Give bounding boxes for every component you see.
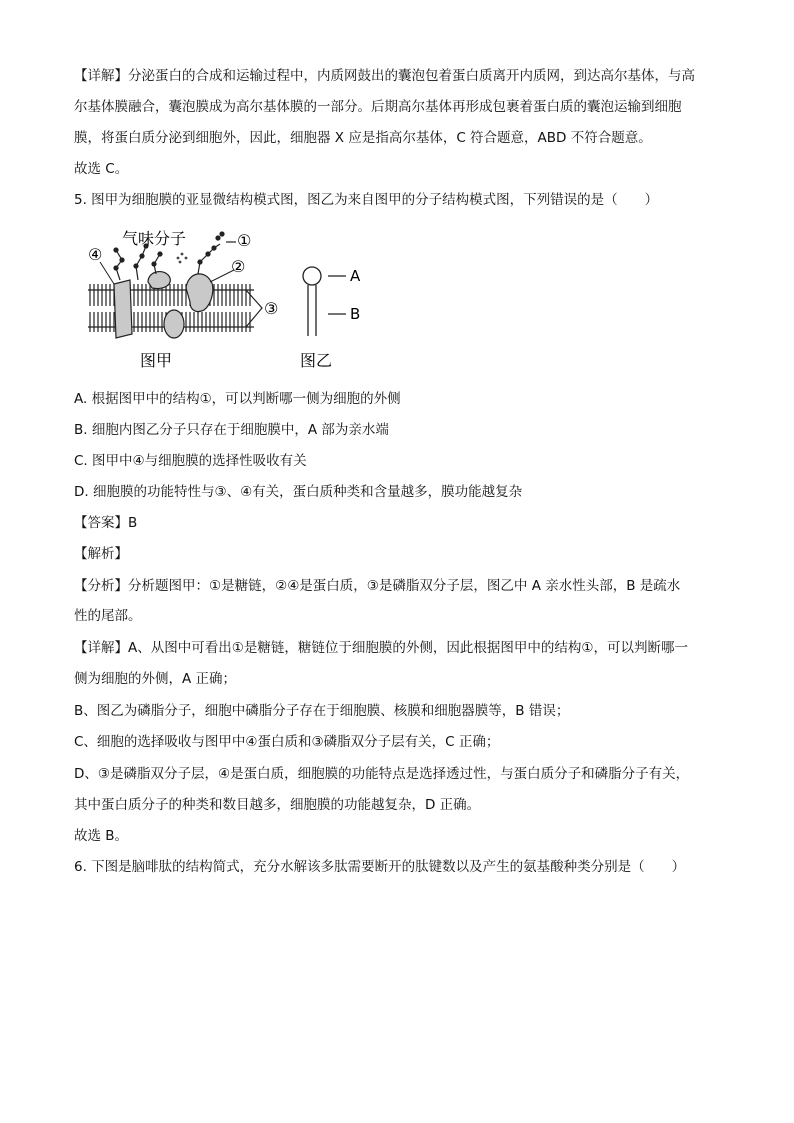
q5-analysis-line-1: 【分析】分析题图甲：①是糖链，②④是蛋白质，③是磷脂双分子层，图乙中 A 亲水性头部，B 是疏水 <box>74 578 681 594</box>
q5-detail-line-1: 【详解】A、从图中可看出①是糖链，糖链位于细胞膜的外侧，因此根据图甲中的结构①，可以判断哪一 <box>74 640 688 656</box>
q5-question: 5. 图甲为细胞膜的亚显微结构模式图，图乙为来自图甲的分子结构模式图，下列错误的是（ ） <box>74 192 659 208</box>
q5-option-d: D. 细胞膜的功能特性与③、④有关，蛋白质种类和含量越多，膜功能越复杂 <box>74 484 523 500</box>
caption-figure-jia: 图甲 <box>140 351 173 370</box>
odor-molecule-dots <box>177 253 188 264</box>
label-mark-4: ④ <box>88 245 103 264</box>
bilayer-pointer <box>246 290 262 327</box>
q5-answer-line: 故选 B。 <box>74 828 129 844</box>
q5-detail-line-3: B、图乙为磷脂分子，细胞中磷脂分子存在于细胞膜、核膜和细胞器膜等，B 错误； <box>74 703 570 719</box>
label-mark-2: ② <box>231 257 246 276</box>
q5-detail-line-2: 侧为细胞的外侧，A 正确； <box>74 671 237 687</box>
q4-detail-line-2: 尔基体膜融合，囊泡膜成为高尔基体膜的一部分。后期高尔基体再形成包裹着蛋白质的囊泡运输到细胞 <box>74 99 682 115</box>
q5-detail-line-4: C、细胞的选择吸收与图甲中④蛋白质和③磷脂双分子层有关，C 正确； <box>74 734 500 750</box>
label-b: B <box>350 305 361 323</box>
label-a: A <box>350 267 361 285</box>
q5-analysis-label: 【解析】 <box>74 546 128 562</box>
odor-molecule-label: 气味分子 <box>122 229 187 248</box>
protein-4 <box>114 280 132 338</box>
q5-option-a: A. 根据图甲中的结构①，可以判断哪一侧为细胞的外侧 <box>74 391 401 407</box>
q5-answer-label: 【答案】B <box>74 515 138 531</box>
q5-option-c: C. 图甲中④与细胞膜的选择性吸收有关 <box>74 453 307 469</box>
q5-analysis-line-2: 性的尾部。 <box>74 608 142 624</box>
q5-detail-line-6: 其中蛋白质分子的种类和数目越多，细胞膜的功能越复杂，D 正确。 <box>74 797 481 813</box>
q4-answer-line: 故选 C。 <box>74 161 129 177</box>
q5-option-b: B. 细胞内图乙分子只存在于细胞膜中，A 部为亲水端 <box>74 422 389 438</box>
protein-bottom <box>164 310 184 338</box>
q4-detail-line-3: 膜，将蛋白质分泌到细胞外，因此，细胞器 X 应是指高尔基体，C 符合题意，ABD 不符合题意。 <box>74 130 652 146</box>
q4-detail-line-1: 【详解】分泌蛋白的合成和运输过程中，内质网鼓出的囊泡包着蛋白质离开内质网，到达高尔基体，与高 <box>74 68 695 84</box>
protein-2 <box>186 274 213 312</box>
q5-detail-line-5: D、③是磷脂双分子层，④是蛋白质，细胞膜的功能特点是选择透过性，与蛋白质分子和磷脂分子有关， <box>74 766 690 782</box>
protein-small <box>148 272 170 289</box>
label-mark-3: ③ <box>264 299 279 318</box>
caption-figure-yi: 图乙 <box>300 351 333 370</box>
phospholipid-molecule <box>303 267 346 336</box>
label-mark-1: ① <box>237 231 252 250</box>
membrane-figure <box>86 224 386 374</box>
q6-question: 6. 下图是脑啡肽的结构简式，充分水解该多肽需要断开的肽键数以及产生的氨基酸种类分别是（ ） <box>74 859 686 875</box>
